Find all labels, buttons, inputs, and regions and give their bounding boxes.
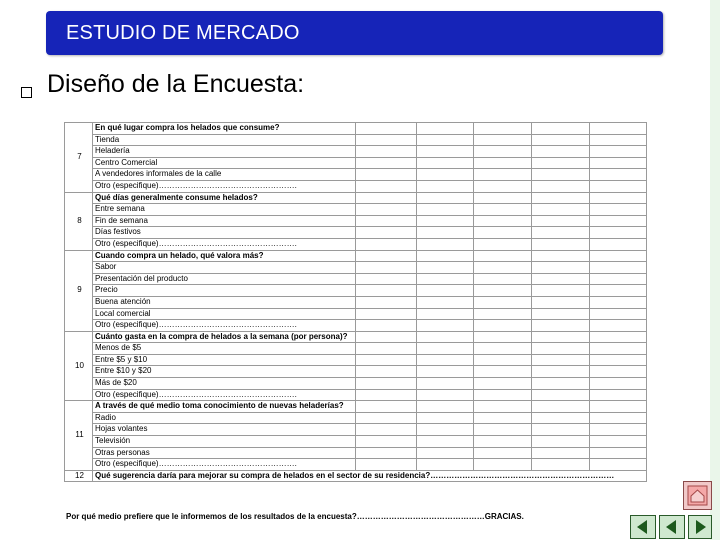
answer-cell[interactable]	[356, 238, 417, 250]
option-label: Entre semana	[93, 204, 356, 216]
answer-cell[interactable]	[417, 238, 474, 250]
slide-subtitle: Diseño de la Encuesta:	[47, 70, 305, 98]
answer-cell[interactable]	[532, 123, 590, 135]
option-row	[65, 169, 647, 181]
answer-cell[interactable]	[417, 447, 474, 459]
answer-cell[interactable]	[356, 424, 417, 436]
question-row	[65, 401, 647, 413]
answer-cell[interactable]	[590, 250, 647, 262]
option-label: Más de $20	[93, 378, 356, 390]
answer-cell[interactable]	[417, 331, 474, 343]
option-label: Heladería	[93, 146, 356, 158]
option-label: Menos de $5	[93, 343, 356, 355]
answer-cell[interactable]	[417, 215, 474, 227]
answer-cell[interactable]	[590, 331, 647, 343]
answer-cell[interactable]	[532, 401, 590, 413]
answer-cell[interactable]	[356, 157, 417, 169]
answer-cell[interactable]	[417, 343, 474, 355]
answer-cell[interactable]	[417, 389, 474, 401]
option-label: Televisión	[93, 436, 356, 448]
answer-cell[interactable]	[474, 401, 532, 413]
answer-cell[interactable]	[590, 459, 647, 471]
question-text: Qué días generalmente consume helados?	[93, 192, 356, 204]
answer-cell[interactable]	[474, 331, 532, 343]
question-row	[65, 470, 647, 482]
answer-cell[interactable]	[532, 157, 590, 169]
answer-cell[interactable]	[474, 157, 532, 169]
question-number: 9	[65, 250, 93, 331]
answer-cell[interactable]	[356, 123, 417, 135]
answer-cell[interactable]	[356, 354, 417, 366]
slide-side-stripe	[710, 0, 720, 540]
answer-cell[interactable]	[474, 215, 532, 227]
answer-cell[interactable]	[417, 354, 474, 366]
answer-cell[interactable]	[532, 146, 590, 158]
answer-cell[interactable]	[356, 169, 417, 181]
answer-cell[interactable]	[474, 343, 532, 355]
answer-cell[interactable]	[356, 412, 417, 424]
answer-cell[interactable]	[417, 169, 474, 181]
question-text: Cuánto gasta en la compra de helados a la semana (por persona)?	[93, 331, 356, 343]
answer-cell[interactable]	[417, 262, 474, 274]
question-row	[65, 331, 647, 343]
answer-cell[interactable]	[356, 192, 417, 204]
option-label: Entre $5 y $10	[93, 354, 356, 366]
answer-cell[interactable]	[532, 296, 590, 308]
answer-cell[interactable]	[356, 250, 417, 262]
answer-cell[interactable]	[532, 273, 590, 285]
answer-cell[interactable]	[590, 146, 647, 158]
answer-cell[interactable]	[356, 447, 417, 459]
answer-cell[interactable]	[474, 146, 532, 158]
answer-cell[interactable]	[590, 123, 647, 135]
answer-cell[interactable]	[474, 123, 532, 135]
answer-cell[interactable]	[532, 320, 590, 332]
answer-cell[interactable]	[417, 204, 474, 216]
answer-cell[interactable]	[417, 227, 474, 239]
answer-cell[interactable]	[590, 192, 647, 204]
option-row	[65, 134, 647, 146]
prev-button[interactable]	[659, 515, 685, 539]
answer-cell[interactable]	[532, 389, 590, 401]
answer-cell[interactable]	[356, 366, 417, 378]
option-row	[65, 389, 647, 401]
answer-cell[interactable]	[590, 296, 647, 308]
answer-cell[interactable]	[474, 308, 532, 320]
answer-cell[interactable]	[474, 296, 532, 308]
option-label: Radio	[93, 412, 356, 424]
question-number: 7	[65, 123, 93, 193]
answer-cell[interactable]	[356, 180, 417, 192]
answer-cell[interactable]	[590, 227, 647, 239]
option-row	[65, 366, 647, 378]
option-row	[65, 320, 647, 332]
option-row	[65, 343, 647, 355]
answer-cell[interactable]	[356, 134, 417, 146]
answer-cell[interactable]	[532, 366, 590, 378]
answer-cell[interactable]	[590, 238, 647, 250]
option-label: Sabor	[93, 262, 356, 274]
answer-cell[interactable]	[590, 343, 647, 355]
answer-cell[interactable]	[356, 331, 417, 343]
option-label: Otras personas	[93, 447, 356, 459]
answer-cell[interactable]	[356, 378, 417, 390]
answer-cell[interactable]	[590, 401, 647, 413]
answer-cell[interactable]	[532, 192, 590, 204]
question-row	[65, 250, 647, 262]
answer-cell[interactable]	[356, 343, 417, 355]
answer-cell[interactable]	[590, 389, 647, 401]
answer-cell[interactable]	[417, 180, 474, 192]
option-row	[65, 146, 647, 158]
option-row	[65, 273, 647, 285]
answer-cell[interactable]	[356, 262, 417, 274]
option-label: Tienda	[93, 134, 356, 146]
answer-cell[interactable]	[474, 180, 532, 192]
answer-cell[interactable]	[417, 436, 474, 448]
prev-start-button[interactable]	[630, 515, 656, 539]
answer-cell[interactable]	[590, 366, 647, 378]
answer-cell[interactable]	[474, 285, 532, 297]
answer-cell[interactable]	[474, 389, 532, 401]
answer-cell[interactable]	[590, 169, 647, 181]
answer-cell[interactable]	[474, 459, 532, 471]
answer-cell[interactable]	[356, 308, 417, 320]
question-number: 8	[65, 192, 93, 250]
answer-cell[interactable]	[590, 285, 647, 297]
bullet-icon	[21, 87, 32, 98]
answer-cell[interactable]	[474, 320, 532, 332]
answer-cell[interactable]	[590, 157, 647, 169]
answer-cell[interactable]	[356, 436, 417, 448]
option-row	[65, 157, 647, 169]
answer-cell[interactable]	[532, 134, 590, 146]
answer-cell[interactable]	[532, 459, 590, 471]
option-label: Otro (especifique)…………………………………………….	[93, 238, 356, 250]
footer-question: Por qué medio prefiere que le informemos de los resultados de la encuesta?…………………………………………GRACIAS.	[66, 512, 524, 521]
option-row	[65, 285, 647, 297]
arrow-right-icon	[689, 516, 711, 538]
answer-cell[interactable]	[532, 447, 590, 459]
answer-cell[interactable]	[474, 354, 532, 366]
answer-cell[interactable]	[590, 354, 647, 366]
answer-cell[interactable]	[590, 320, 647, 332]
answer-cell[interactable]	[417, 320, 474, 332]
answer-cell[interactable]	[532, 285, 590, 297]
answer-cell[interactable]	[532, 169, 590, 181]
option-label: Otro (especifique)…………………………………………….	[93, 389, 356, 401]
arrow-left-icon	[631, 516, 655, 538]
survey-table	[64, 122, 646, 482]
option-label: Días festivos	[93, 227, 356, 239]
answer-cell[interactable]	[590, 180, 647, 192]
answer-cell[interactable]	[417, 146, 474, 158]
option-label: Otro (especifique)…………………………………………….	[93, 180, 356, 192]
answer-cell[interactable]	[590, 447, 647, 459]
question-text: Cuando compra un helado, qué valora más?	[93, 250, 356, 262]
answer-cell[interactable]	[356, 459, 417, 471]
answer-cell[interactable]	[417, 273, 474, 285]
option-label: Centro Comercial	[93, 157, 356, 169]
answer-cell[interactable]	[474, 192, 532, 204]
option-label: Entre $10 y $20	[93, 366, 356, 378]
answer-cell[interactable]	[532, 215, 590, 227]
answer-cell[interactable]	[474, 134, 532, 146]
home-icon	[684, 482, 711, 509]
answer-cell[interactable]	[474, 169, 532, 181]
answer-cell[interactable]	[532, 436, 590, 448]
option-row	[65, 354, 647, 366]
answer-cell[interactable]	[356, 227, 417, 239]
answer-cell[interactable]	[356, 320, 417, 332]
title-bar	[46, 11, 663, 55]
question-text: En qué lugar compra los helados que consume?	[93, 123, 356, 135]
answer-cell[interactable]	[532, 412, 590, 424]
answer-cell[interactable]	[474, 250, 532, 262]
answer-cell[interactable]	[590, 262, 647, 274]
option-label: Presentación del producto	[93, 273, 356, 285]
answer-cell[interactable]	[417, 401, 474, 413]
home-button[interactable]	[683, 481, 712, 510]
option-label: Hojas volantes	[93, 424, 356, 436]
answer-cell[interactable]	[474, 366, 532, 378]
answer-cell[interactable]	[532, 424, 590, 436]
answer-cell[interactable]	[590, 273, 647, 285]
answer-cell[interactable]	[417, 123, 474, 135]
answer-cell[interactable]	[590, 412, 647, 424]
answer-cell[interactable]	[474, 412, 532, 424]
answer-cell[interactable]	[532, 343, 590, 355]
answer-cell[interactable]	[417, 459, 474, 471]
question-text: Qué sugerencia daría para mejorar su compra de helados en el sector de su residencia?……………………………………………………………	[93, 470, 647, 482]
answer-cell[interactable]	[417, 424, 474, 436]
answer-cell[interactable]	[532, 180, 590, 192]
arrow-left-icon	[660, 516, 684, 538]
answer-cell[interactable]	[474, 204, 532, 216]
answer-cell[interactable]	[474, 273, 532, 285]
answer-cell[interactable]	[532, 354, 590, 366]
option-row	[65, 227, 647, 239]
option-row	[65, 262, 647, 274]
option-label: Buena atención	[93, 296, 356, 308]
option-label: Otro (especifique)…………………………………………….	[93, 459, 356, 471]
option-row	[65, 296, 647, 308]
answer-cell[interactable]	[356, 296, 417, 308]
answer-cell[interactable]	[417, 308, 474, 320]
answer-cell[interactable]	[590, 424, 647, 436]
answer-cell[interactable]	[356, 285, 417, 297]
option-row	[65, 459, 647, 471]
option-row	[65, 238, 647, 250]
question-row	[65, 123, 647, 135]
answer-cell[interactable]	[474, 424, 532, 436]
slide-title: ESTUDIO DE MERCADO	[66, 22, 300, 44]
answer-cell[interactable]	[590, 436, 647, 448]
answer-cell[interactable]	[356, 389, 417, 401]
answer-cell[interactable]	[474, 227, 532, 239]
option-row	[65, 308, 647, 320]
answer-cell[interactable]	[356, 146, 417, 158]
answer-cell[interactable]	[532, 227, 590, 239]
question-row	[65, 192, 647, 204]
answer-cell[interactable]	[474, 447, 532, 459]
option-row	[65, 424, 647, 436]
option-label: Local comercial	[93, 308, 356, 320]
survey-grid	[64, 122, 647, 482]
answer-cell[interactable]	[356, 401, 417, 413]
answer-cell[interactable]	[417, 192, 474, 204]
answer-cell[interactable]	[532, 204, 590, 216]
option-row	[65, 180, 647, 192]
answer-cell[interactable]	[417, 157, 474, 169]
answer-cell[interactable]	[417, 378, 474, 390]
option-label: Otro (especifique)…………………………………………….	[93, 320, 356, 332]
answer-cell[interactable]	[417, 412, 474, 424]
question-number: 11	[65, 401, 93, 471]
question-number: 12	[65, 470, 93, 482]
answer-cell[interactable]	[474, 378, 532, 390]
option-row	[65, 447, 647, 459]
answer-cell[interactable]	[417, 296, 474, 308]
answer-cell[interactable]	[356, 204, 417, 216]
option-row	[65, 378, 647, 390]
option-row	[65, 436, 647, 448]
answer-cell[interactable]	[590, 308, 647, 320]
answer-cell[interactable]	[474, 238, 532, 250]
next-button[interactable]	[688, 515, 712, 539]
answer-cell[interactable]	[356, 215, 417, 227]
option-label: A vendedores informales de la calle	[93, 169, 356, 181]
answer-cell[interactable]	[590, 215, 647, 227]
answer-cell[interactable]	[532, 331, 590, 343]
answer-cell[interactable]	[590, 134, 647, 146]
answer-cell[interactable]	[532, 308, 590, 320]
answer-cell[interactable]	[417, 250, 474, 262]
option-row	[65, 204, 647, 216]
answer-cell[interactable]	[417, 285, 474, 297]
answer-cell[interactable]	[417, 134, 474, 146]
option-row	[65, 412, 647, 424]
answer-cell[interactable]	[532, 378, 590, 390]
answer-cell[interactable]	[590, 378, 647, 390]
answer-cell[interactable]	[590, 204, 647, 216]
question-number: 10	[65, 331, 93, 401]
question-text: A través de qué medio toma conocimiento de nuevas heladerías?	[93, 401, 356, 413]
answer-cell[interactable]	[474, 436, 532, 448]
answer-cell[interactable]	[532, 238, 590, 250]
answer-cell[interactable]	[474, 262, 532, 274]
option-label: Fin de semana	[93, 215, 356, 227]
answer-cell[interactable]	[356, 273, 417, 285]
option-label: Precio	[93, 285, 356, 297]
answer-cell[interactable]	[532, 250, 590, 262]
answer-cell[interactable]	[532, 262, 590, 274]
option-row	[65, 215, 647, 227]
answer-cell[interactable]	[417, 366, 474, 378]
